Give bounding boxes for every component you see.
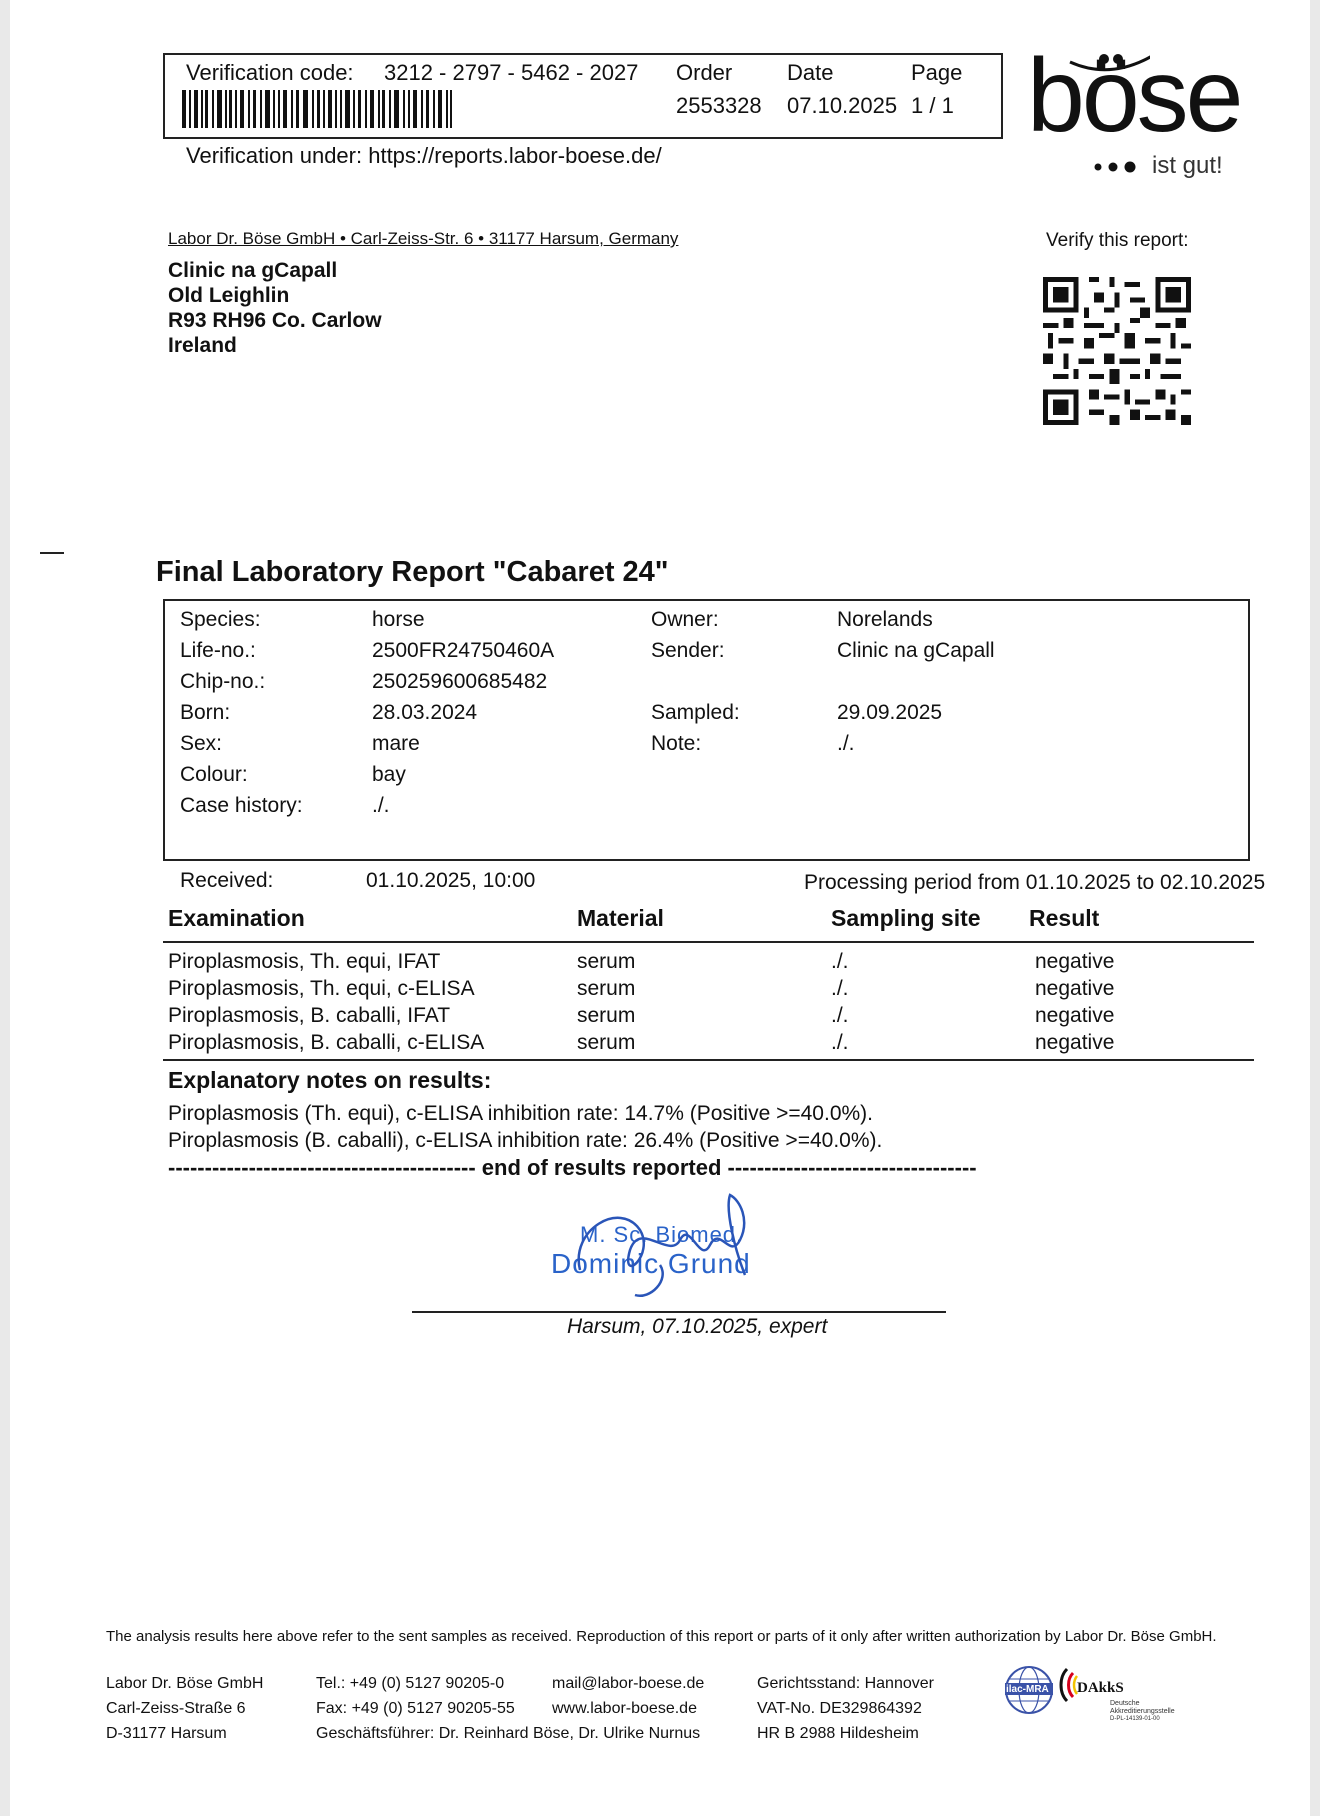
end-of-results-line: ------------------------------------------ end of results reported ----------------------------------	[168, 1155, 977, 1180]
signature-stamp-line-2: Dominic Grund	[551, 1248, 751, 1279]
case-history-label: Case history:	[180, 794, 303, 817]
sampled-value: 29.09.2025	[837, 701, 943, 724]
verification-code: 3212 - 2797 - 5462 - 2027	[384, 60, 639, 85]
footer-vat: VAT-No. DE329864392	[757, 1700, 922, 1717]
date-label: Date	[787, 60, 834, 85]
life-no-value: 2500FR24750460A	[372, 639, 555, 662]
row-result: negative	[1035, 1004, 1115, 1027]
page-value: 1 / 1	[911, 93, 954, 118]
row-result: negative	[1035, 950, 1115, 973]
chip-no-label: Chip-no.:	[180, 670, 266, 693]
note-line-1: Piroplasmosis (Th. equi), c-ELISA inhibition rate: 14.7% (Positive >=40.0%).	[168, 1102, 873, 1125]
logo-dots	[1093, 160, 1149, 174]
row-result: negative	[1035, 1031, 1115, 1054]
chip-no-value: 250259600685482	[372, 670, 548, 693]
footer-register: HR B 2988 Hildesheim	[757, 1725, 919, 1742]
row-examination: Piroplasmosis, Th. equi, IFAT	[168, 950, 441, 973]
footer-company-name: Labor Dr. Böse GmbH	[106, 1675, 264, 1692]
signature-place-date: Harsum, 07.10.2025, expert	[567, 1315, 828, 1338]
signature-line	[412, 1311, 946, 1313]
sender-value: Clinic na gCapall	[837, 639, 995, 662]
received-label: Received:	[180, 869, 274, 892]
verification-url[interactable]: Verification under: https://reports.labor-boese.de/	[186, 143, 662, 168]
col-header-sampling-site: Sampling site	[831, 905, 981, 931]
footer-phone: Tel.: +49 (0) 5127 90205-0	[316, 1675, 505, 1692]
colour-label: Colour:	[180, 763, 248, 786]
recipient-line-3: R93 RH96 Co. Carlow	[168, 309, 382, 332]
footer-jurisdiction: Gerichtsstand: Hannover	[757, 1675, 934, 1692]
born-value: 28.03.2024	[372, 701, 478, 724]
dakks-sub-1: Deutsche	[1110, 1700, 1140, 1707]
owner-label: Owner:	[651, 608, 719, 631]
sex-label: Sex:	[180, 732, 223, 755]
handwritten-signature	[560, 1190, 800, 1310]
row-material: serum	[577, 1004, 636, 1027]
sex-value: mare	[372, 732, 420, 755]
born-label: Born:	[180, 701, 231, 724]
dakks-id: D-PL-14139-01-00	[1110, 1716, 1160, 1722]
verify-label: Verify this report:	[1046, 230, 1189, 251]
report-title: Final Laboratory Report "Cabaret 24"	[156, 556, 669, 588]
col-header-material: Material	[577, 905, 664, 931]
footer-website[interactable]: www.labor-boese.de	[552, 1700, 697, 1717]
row-examination: Piroplasmosis, Th. equi, c-ELISA	[168, 977, 475, 1000]
table-header-rule	[163, 941, 1254, 943]
row-examination: Piroplasmosis, B. caballi, c-ELISA	[168, 1031, 485, 1054]
owner-value: Norelands	[837, 608, 933, 631]
recipient-line-2: Old Leighlin	[168, 284, 290, 307]
row-examination: Piroplasmosis, B. caballi, IFAT	[168, 1004, 451, 1027]
row-material: serum	[577, 1031, 636, 1054]
col-header-examination: Examination	[168, 905, 305, 931]
dakks-label: DAkkS	[1077, 1680, 1124, 1696]
row-sampling-site: ./.	[831, 1031, 849, 1054]
footer-company-city: D-31177 Harsum	[106, 1725, 227, 1742]
footer-fax: Fax: +49 (0) 5127 90205-55	[316, 1700, 515, 1717]
row-sampling-site: ./.	[831, 977, 849, 1000]
note-line-2: Piroplasmosis (B. caballi), c-ELISA inhibition rate: 26.4% (Positive >=40.0%).	[168, 1129, 883, 1152]
signature-stamp-line-1: M. Sc. Biomed.	[580, 1222, 744, 1247]
order-label: Order	[676, 60, 733, 85]
qr-code-image[interactable]	[1043, 277, 1191, 425]
fold-mark	[40, 552, 64, 554]
sampled-label: Sampled:	[651, 701, 740, 724]
life-no-label: Life-no.:	[180, 639, 256, 662]
col-header-result: Result	[1029, 905, 1100, 931]
ilac-label: ilac-MRA	[1006, 1684, 1049, 1695]
dakks-sub-2: Akkreditierungsstelle	[1110, 1708, 1175, 1715]
page-edge-right	[1310, 0, 1320, 1816]
note-label: Note:	[651, 732, 702, 755]
species-label: Species:	[180, 608, 261, 631]
row-material: serum	[577, 950, 636, 973]
row-sampling-site: ./.	[831, 950, 849, 973]
row-material: serum	[577, 977, 636, 1000]
table-bottom-rule	[163, 1059, 1254, 1061]
date-value: 07.10.2025	[787, 93, 898, 118]
row-sampling-site: ./.	[831, 1004, 849, 1027]
footer-disclaimer: The analysis results here above refer to the sent samples as received. Reproduction of this report or parts of it only after written authorization by Labor Dr. Böse GmbH.	[106, 1628, 1217, 1645]
notes-title: Explanatory notes on results:	[168, 1067, 492, 1093]
page-edge-left	[0, 0, 10, 1816]
species-value: horse	[372, 608, 425, 631]
logo-tagline: ist gut!	[1152, 152, 1223, 179]
dakks-brackets-icon	[1057, 1667, 1079, 1703]
case-history-value: ./.	[372, 794, 390, 817]
recipient-line-4: Ireland	[168, 334, 237, 357]
colour-value: bay	[372, 763, 406, 786]
processing-period: Processing period from 01.10.2025 to 02.10.2025	[804, 871, 1266, 894]
footer-managers: Geschäftsführer: Dr. Reinhard Böse, Dr. Ulrike Nurnus	[316, 1725, 701, 1742]
order-value: 2553328	[676, 93, 762, 118]
footer-company-street: Carl-Zeiss-Straße 6	[106, 1700, 246, 1717]
recipient-line-1: Clinic na gCapall	[168, 259, 338, 282]
logo-wordmark: böse	[1027, 38, 1241, 154]
sender-label: Sender:	[651, 639, 725, 662]
note-value: ./.	[837, 732, 855, 755]
footer-email[interactable]: mail@labor-boese.de	[552, 1675, 705, 1692]
verification-label: Verification code:	[186, 60, 354, 85]
sender-address-line: Labor Dr. Böse GmbH • Carl-Zeiss-Str. 6 • 31177 Harsum, Germany	[168, 229, 679, 248]
row-result: negative	[1035, 977, 1115, 1000]
received-value: 01.10.2025, 10:00	[366, 869, 536, 892]
page-label: Page	[911, 60, 963, 85]
barcode-image	[182, 90, 452, 128]
